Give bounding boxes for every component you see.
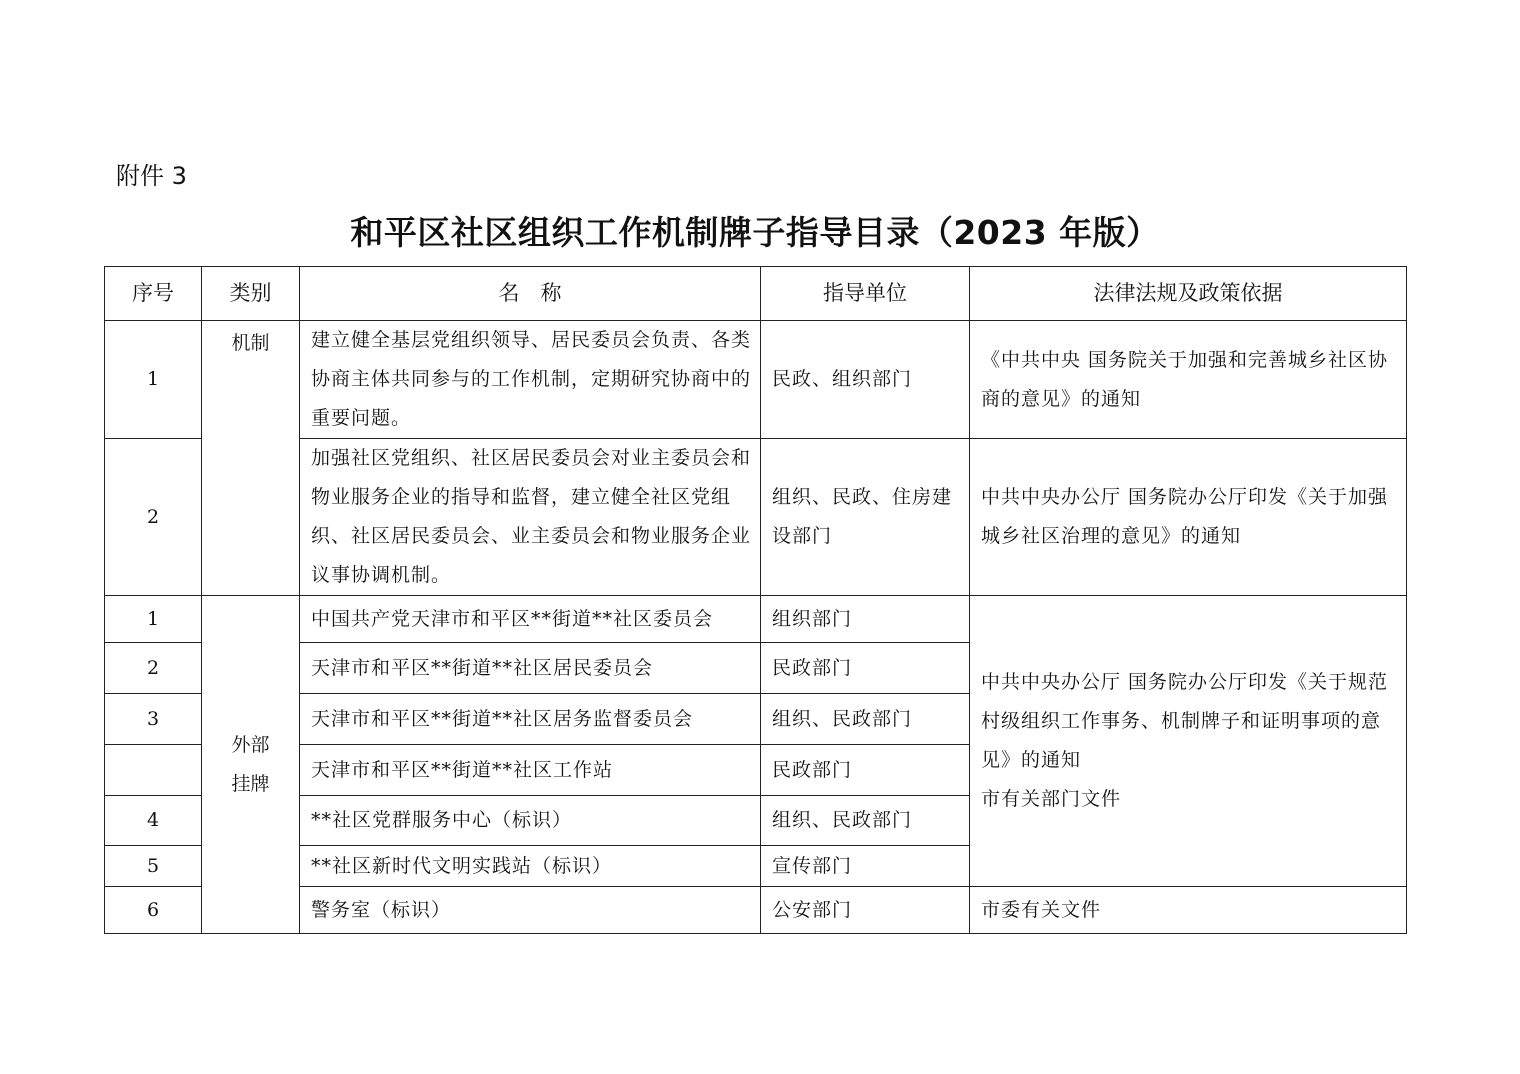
document-title: 和平区社区组织工作机制牌子指导目录（2023 年版） <box>350 213 1160 252</box>
row-no: 2 <box>105 643 202 694</box>
row-name: 天津市和平区**街道**社区居民委员会 <box>300 643 761 694</box>
category-mechanism-label: 机制 <box>231 332 270 354</box>
row-unit: 宣传部门 <box>761 846 970 887</box>
row-no: 5 <box>105 846 202 887</box>
row-name: **社区新时代文明实践站（标识） <box>300 846 761 887</box>
table-row <box>105 887 1407 934</box>
row-unit: 公安部门 <box>761 887 970 934</box>
header-no: 序号 <box>105 267 202 321</box>
header-basis: 法律法规及政策依据 <box>970 267 1407 321</box>
row-unit: 民政部门 <box>761 643 970 694</box>
category-external <box>202 596 300 934</box>
row-basis: 市委有关文件 <box>970 887 1407 934</box>
header-category: 类别 <box>202 267 300 321</box>
row-no: 1 <box>105 596 202 643</box>
row-no: 6 <box>105 887 202 934</box>
row-unit: 民政部门 <box>761 745 970 796</box>
row-no: 4 <box>105 796 202 846</box>
row-basis: 《中共中央 国务院关于加强和完善城乡社区协商的意见》的通知 <box>970 321 1407 439</box>
row-name: 天津市和平区**街道**社区居务监督委员会 <box>300 694 761 745</box>
row-no <box>105 745 202 796</box>
row-basis: 中共中央办公厅 国务院办公厅印发《关于加强城乡社区治理的意见》的通知 <box>970 439 1407 596</box>
row-name: **社区党群服务中心（标识） <box>300 796 761 846</box>
table-header-row <box>105 267 1407 321</box>
category-external-label-line2: 挂牌 <box>231 772 270 795</box>
attachment-label: 附件 3 <box>116 162 187 190</box>
row-unit: 组织、民政、住房建设部门 <box>761 439 970 596</box>
row-unit: 组织、民政部门 <box>761 694 970 745</box>
row-name: 加强社区党组织、社区居民委员会对业主委员会和物业服务企业的指导和监督，建立健全社区党组织、社区居民委员会、业主委员会和物业服务企业议事协调机制。 <box>300 439 761 596</box>
category-mechanism <box>202 321 300 596</box>
shared-basis-line1: 中共中央办公厅 国务院办公厅印发《关于规范村级组织工作事务、机制牌子和证明事项的意见》的通知 <box>981 671 1389 771</box>
row-unit: 民政、组织部门 <box>761 321 970 439</box>
category-external-label-line1: 外部 <box>231 733 270 756</box>
shared-basis-line2: 市有关部门文件 <box>981 788 1122 810</box>
row-name: 建立健全基层党组织领导、居民委员会负责、各类协商主体共同参与的工作机制，定期研究协商中的重要问题。 <box>300 321 761 439</box>
table-row <box>105 321 1407 439</box>
table-row <box>105 439 1407 596</box>
row-name: 中国共产党天津市和平区**街道**社区委员会 <box>300 596 761 643</box>
shared-basis <box>970 596 1407 887</box>
row-no: 2 <box>105 439 202 596</box>
header-unit: 指导单位 <box>761 267 970 321</box>
row-no: 1 <box>105 321 202 439</box>
row-unit: 组织部门 <box>761 596 970 643</box>
row-name: 天津市和平区**街道**社区工作站 <box>300 745 761 796</box>
row-no: 3 <box>105 694 202 745</box>
row-unit: 组织、民政部门 <box>761 796 970 846</box>
header-name: 名 称 <box>300 267 761 321</box>
guidance-catalog-table <box>104 266 1407 934</box>
row-name: 警务室（标识） <box>300 887 761 934</box>
table-row <box>105 596 1407 643</box>
